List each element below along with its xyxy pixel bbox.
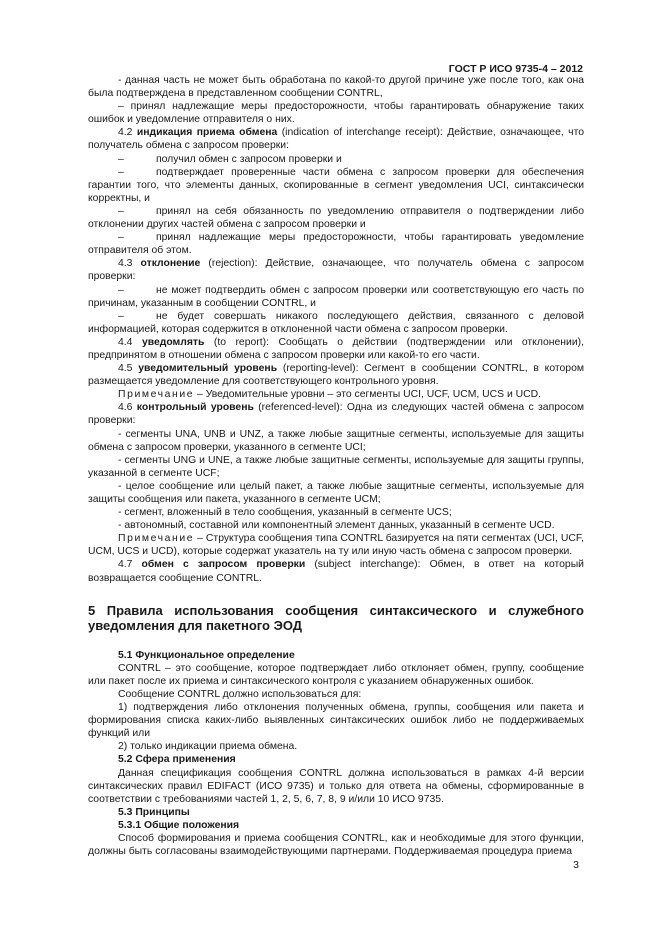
section-5-heading: 5 Правила использования сообщения синтаксического и служебного уведомления для пакетного ЭОД	[88, 602, 584, 633]
note	[88, 388, 584, 401]
subsection-heading: 5.2 Сфера применения	[118, 754, 236, 766]
definition-4-7	[88, 558, 584, 584]
paragraph: Данная спецификация сообщения CONTRL должна использоваться в рамках 4-й версии синтаксических правил EDIFACT (ИСО 9735) и только для ответа на обмены, сформированные в соответствии с требованиями частей 1, 2, 5, 6, 7, 8, 9 и/или 10 ИСО 9735.	[88, 767, 584, 805]
list-item	[88, 310, 584, 336]
def-term: отклонение	[140, 258, 201, 270]
def-text: (to report): Сообщать о действии (подтверждении или отклонении), предпринятом в отношении обмена с запросом проверки или какой-то его части.	[88, 336, 584, 361]
list-item-text: не будет совершать никакого последующего действия, связанного с деловой информацией, которая содержится в отклоненной части обмена с запросом проверки.	[88, 310, 584, 335]
paragraph: - автономный, составной или компонентный элемент данных, указанный в сегменте UCD.	[118, 520, 555, 532]
definition-4-3	[88, 257, 584, 283]
paragraph: - данная часть не может быть обработана по какой-то другой причине уже после того, как она была подтверждена в представленном сообщении CONTRL,	[88, 75, 584, 100]
paragraph: 2) только индикации приема обмена.	[118, 741, 298, 753]
def-number: 4.3	[118, 258, 141, 270]
list-item	[88, 231, 584, 257]
definition-4-5	[88, 362, 584, 388]
def-term: индикация приема обмена	[136, 127, 278, 139]
def-term: контрольный уровень	[136, 402, 254, 414]
paragraph: 1) подтверждения либо отклонения полученных обмена, группы, сообщения или пакета и формирования списка каких-либо выявленных синтаксических ошибок либо не поддерживаемых функций или	[88, 702, 584, 740]
dash-marker: –	[118, 310, 124, 322]
document-body	[88, 74, 584, 858]
def-number: 4.2	[118, 127, 137, 139]
def-term: обмен с запросом проверки	[141, 559, 306, 571]
list-item	[88, 284, 584, 310]
paragraph: - сегменты UNA, UNB и UNZ, а также любые защитные сегменты, используемые для защиты обмена с запросом проверки, указанного в сегменте UCI;	[88, 428, 584, 453]
note	[88, 532, 584, 558]
paragraph: Способ формирования и приема сообщения CONTRL, как и необходимые для этого функции, должны быть согласованы взаимодействующими партнерами. Поддерживаемая процедура приема	[88, 832, 584, 858]
dash-marker: –	[118, 153, 124, 165]
paragraph: - сегмент, вложенный в тело сообщения, указанный в сегменте UCS;	[118, 507, 452, 519]
def-text: (reporting-level): Сегмент в сообщении CONTRL, в котором размещается уведомление для соответствующего контрольного уровня.	[88, 363, 584, 388]
list-item-text: получил обмен с запросом проверки и	[156, 153, 342, 165]
def-term: уведомительный уровень	[138, 363, 278, 375]
def-text: (rejection): Действие, означающее, что получатель обмена с запросом проверки:	[88, 258, 584, 283]
note-label: Примечание	[118, 533, 195, 545]
list-item-text: принял надлежащие меры предосторожности, чтобы гарантировать уведомление отправителя об этом.	[88, 232, 584, 257]
list-item-text: не может подтвердить обмен с запросом проверки или соответствующую его часть по причинам, указанным в сообщении CONTRL, и	[88, 284, 584, 309]
note-text: – Структура сообщения типа CONTRL базируется на пяти сегментах (UCI, UCF, UCM, UCS и UCD), которые содержат указатель на ту или иную часть обмена с запросом проверки.	[88, 533, 584, 558]
dash-marker: –	[118, 232, 124, 244]
definition-4-4	[88, 336, 584, 362]
paragraph: Сообщение CONTRL должно использоваться для:	[118, 688, 362, 700]
dash-marker: –	[118, 166, 124, 178]
list-item-text: принял на себя обязанность по уведомлению отправителя о подтверждении либо отклонении других частей обмена с запросом проверки и	[88, 205, 584, 231]
def-number: 4.4	[118, 336, 142, 348]
definition-4-6	[88, 401, 584, 427]
document-header: ГОСТ Р ИСО 9735-4 – 2012	[448, 63, 583, 75]
subsection-heading: 5.1 Функциональное определение	[118, 649, 295, 661]
paragraph: - сегменты UNG и UNE, а также любые защитные сегменты, используемые для защиты группы, указанной в сегменте UCF;	[88, 454, 584, 479]
dash-marker: –	[118, 284, 124, 296]
paragraph: – принял надлежащие меры предосторожности, чтобы гарантировать обнаружение таких ошибок и уведомление отправителя о них.	[88, 101, 584, 126]
def-term: уведомлять	[141, 336, 205, 348]
page-number: 3	[573, 859, 579, 871]
list-item-text: подтверждает проверенные части обмена с запросом проверки для обеспечения гарантии того, что элементы данных, скопированные в сегмент уведомления UCI, синтаксически корректны, и	[88, 166, 584, 204]
list-item	[88, 166, 584, 205]
def-number: 4.5	[118, 363, 139, 375]
def-text: (indication of interchange receipt): Действие, означающее, что получатель обмена с запросом проверки:	[88, 127, 584, 152]
subsection-heading: 5.3.1 Общие положения	[118, 819, 240, 831]
def-text: (referenced-level): Одна из следующих частей обмена с запросом проверки:	[88, 402, 584, 427]
def-number: 4.7	[118, 559, 142, 571]
paragraph: CONTRL – это сообщение, которое подтверждает либо отклоняет обмен, группу, сообщение или пакет после их приема и синтаксического контроля с указанием обнаруженных ошибок.	[88, 662, 584, 687]
subsection-heading: 5.3 Принципы	[118, 806, 190, 818]
list-item	[88, 205, 584, 231]
note-label: Примечание	[118, 389, 195, 401]
dash-marker: –	[118, 205, 124, 217]
note-text: – Уведомительные уровни – это сегменты UCI, UCF, UCM, UCS и UCD.	[194, 389, 542, 401]
def-text: (subject interchange): Обмен, в ответ на который возвращается сообщение CONTRL.	[88, 559, 584, 584]
def-number: 4.6	[118, 402, 137, 414]
paragraph: - целое сообщение или целый пакет, а также любые защитные сегменты, используемые для защиты сообщения или пакета, указанного в сегменте UCM;	[88, 480, 584, 505]
definition-4-2	[88, 126, 584, 152]
list-item	[88, 153, 584, 166]
